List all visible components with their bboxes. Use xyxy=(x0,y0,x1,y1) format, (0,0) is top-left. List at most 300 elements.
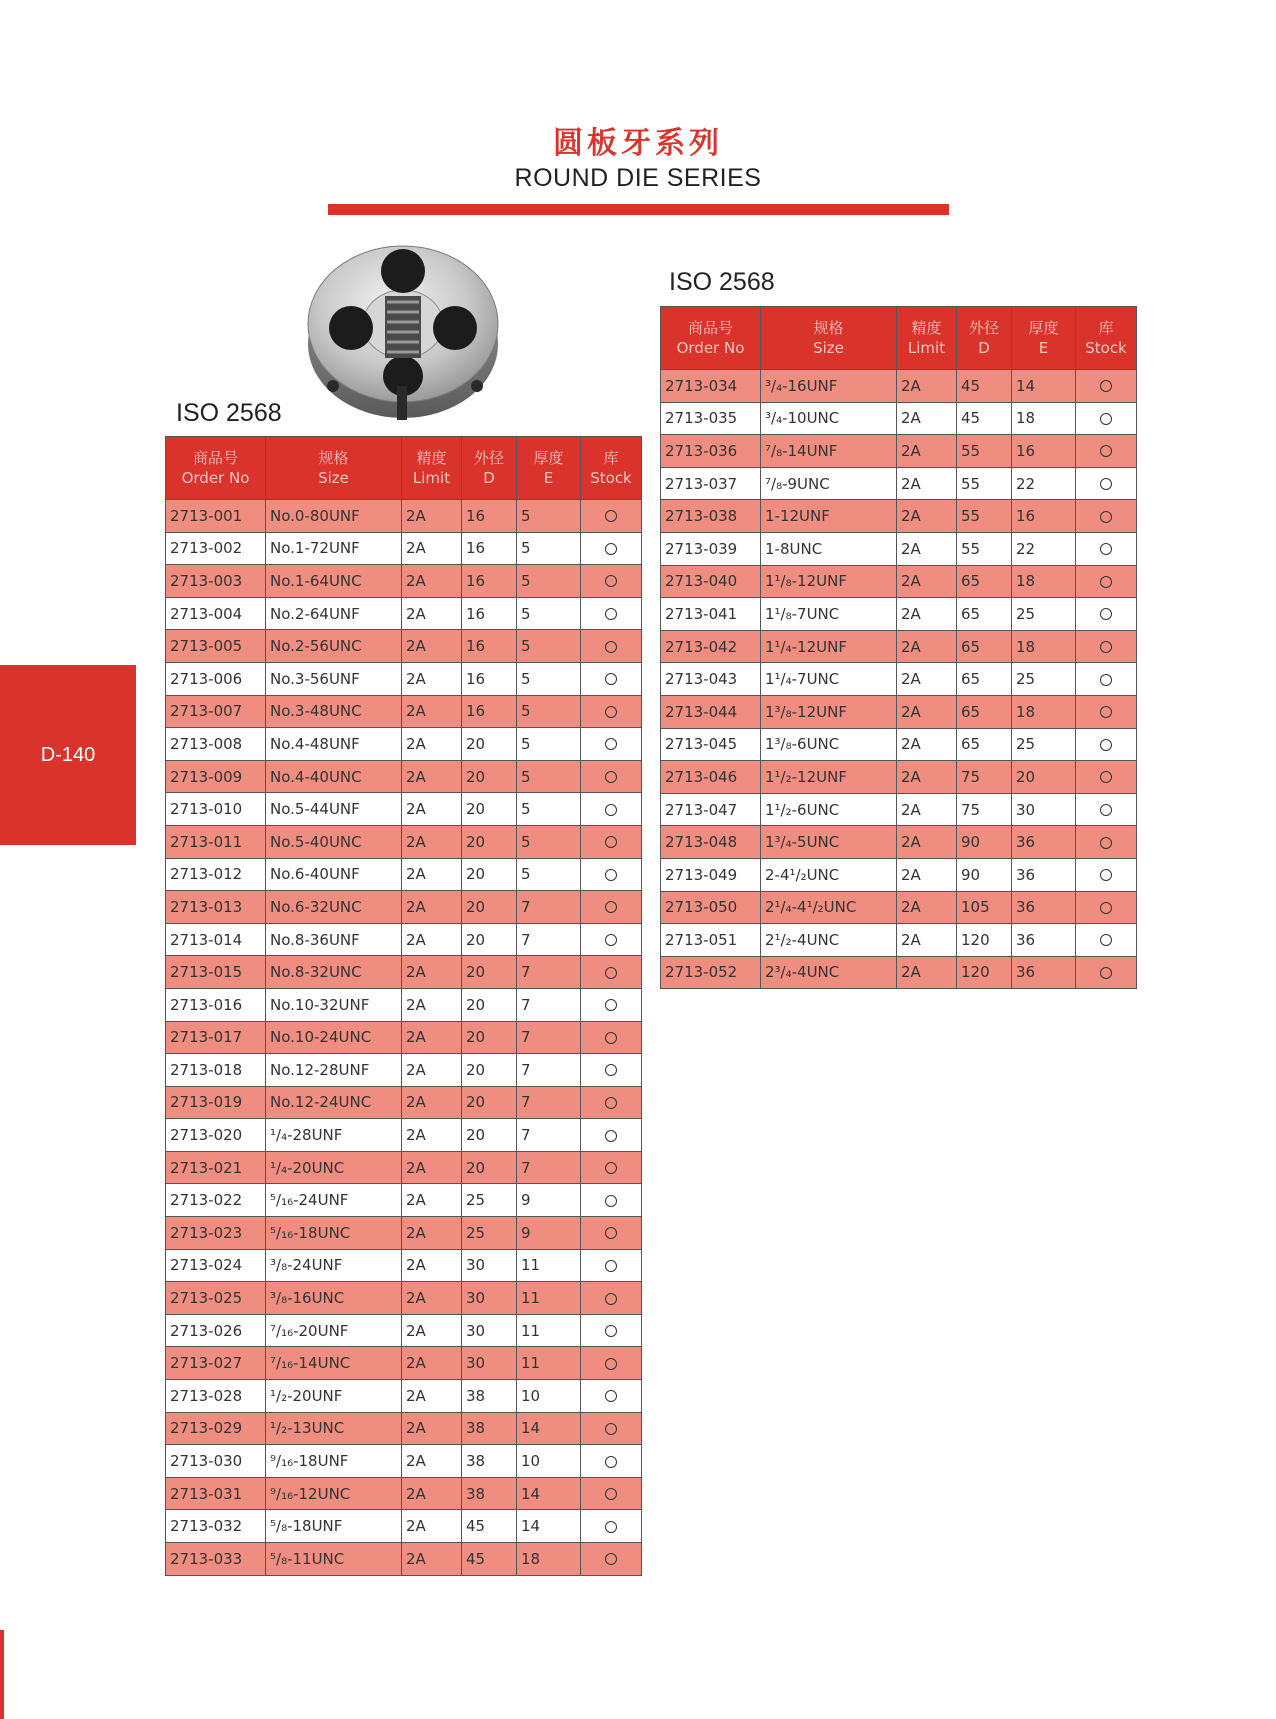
stock-cell xyxy=(581,662,642,695)
order-no-cell: 2713-030 xyxy=(166,1445,266,1478)
thickness-cell: 36 xyxy=(1012,891,1076,924)
order-no-cell: 2713-001 xyxy=(166,500,266,533)
stock-circle-icon xyxy=(1100,771,1112,783)
column-header xyxy=(761,307,897,370)
size-cell: No.0-80UNF xyxy=(266,500,402,533)
size-cell: No.5-40UNC xyxy=(266,825,402,858)
table-row xyxy=(166,1021,642,1054)
size-cell: 2-4¹/₂UNC xyxy=(761,858,897,891)
column-header xyxy=(957,307,1012,370)
stock-cell xyxy=(581,1380,642,1413)
stock-circle-icon xyxy=(605,673,617,685)
stock-cell xyxy=(581,858,642,891)
column-header-en: Stock xyxy=(1085,339,1127,357)
stock-cell xyxy=(581,1445,642,1478)
stock-cell xyxy=(581,1217,642,1250)
order-no-cell: 2713-035 xyxy=(661,402,761,435)
diameter-cell: 38 xyxy=(462,1412,517,1445)
diameter-cell: 20 xyxy=(462,825,517,858)
thickness-cell: 5 xyxy=(517,662,581,695)
stock-cell xyxy=(581,1347,642,1380)
diameter-cell: 45 xyxy=(957,370,1012,403)
limit-cell: 2A xyxy=(402,1380,462,1413)
stock-cell xyxy=(581,1249,642,1282)
diameter-cell: 16 xyxy=(462,695,517,728)
thickness-cell: 7 xyxy=(517,923,581,956)
spec-table-header xyxy=(661,307,1137,370)
table-row xyxy=(166,662,642,695)
stock-circle-icon xyxy=(605,1488,617,1500)
diameter-cell: 90 xyxy=(957,826,1012,859)
table-row xyxy=(166,1510,642,1543)
diameter-cell: 20 xyxy=(462,1119,517,1152)
size-cell: 2³/₄-4UNC xyxy=(761,956,897,989)
stock-circle-icon xyxy=(1100,869,1112,881)
size-cell: ¹/₄-20UNC xyxy=(266,1151,402,1184)
stock-circle-icon xyxy=(605,1195,617,1207)
title-divider-bar xyxy=(328,204,949,215)
order-no-cell: 2713-026 xyxy=(166,1314,266,1347)
thickness-cell: 16 xyxy=(1012,435,1076,468)
limit-cell: 2A xyxy=(402,565,462,598)
stock-cell xyxy=(581,1184,642,1217)
stock-cell xyxy=(581,630,642,663)
stock-circle-icon xyxy=(1100,478,1112,490)
stock-cell xyxy=(1076,370,1137,403)
column-header-cn: 库 xyxy=(1098,319,1114,337)
thickness-cell: 14 xyxy=(517,1477,581,1510)
order-no-cell: 2713-017 xyxy=(166,1021,266,1054)
size-cell: No.8-32UNC xyxy=(266,956,402,989)
size-cell: ⁵/₈-18UNF xyxy=(266,1510,402,1543)
limit-cell: 2A xyxy=(897,793,957,826)
thickness-cell: 25 xyxy=(1012,598,1076,631)
thickness-cell: 10 xyxy=(517,1380,581,1413)
diameter-cell: 75 xyxy=(957,793,1012,826)
order-no-cell: 2713-042 xyxy=(661,630,761,663)
column-header-cn: 商品号 xyxy=(192,449,238,467)
table-row xyxy=(166,1314,642,1347)
stock-circle-icon xyxy=(605,1130,617,1142)
size-cell: 1-8UNC xyxy=(761,532,897,565)
stock-circle-icon xyxy=(605,999,617,1011)
thickness-cell: 22 xyxy=(1012,532,1076,565)
diameter-cell: 65 xyxy=(957,728,1012,761)
stock-circle-icon xyxy=(1100,445,1112,457)
stock-circle-icon xyxy=(605,869,617,881)
stock-circle-icon xyxy=(1100,511,1112,523)
column-header-cn: 精度 xyxy=(911,319,942,337)
stock-circle-icon xyxy=(605,1227,617,1239)
diameter-cell: 45 xyxy=(462,1510,517,1543)
stock-circle-icon xyxy=(1100,608,1112,620)
size-cell: ⁷/₈-9UNC xyxy=(761,467,897,500)
limit-cell: 2A xyxy=(897,402,957,435)
order-no-cell: 2713-031 xyxy=(166,1477,266,1510)
size-cell: No.8-36UNF xyxy=(266,923,402,956)
thickness-cell: 16 xyxy=(1012,500,1076,533)
limit-cell: 2A xyxy=(402,597,462,630)
table-row xyxy=(661,891,1137,924)
order-no-cell: 2713-006 xyxy=(166,662,266,695)
diameter-cell: 16 xyxy=(462,662,517,695)
stock-circle-icon xyxy=(605,575,617,587)
stock-cell xyxy=(581,695,642,728)
table-row xyxy=(166,565,642,598)
order-no-cell: 2713-002 xyxy=(166,532,266,565)
column-header-cn: 规格 xyxy=(318,449,349,467)
thickness-cell: 7 xyxy=(517,1054,581,1087)
thickness-cell: 11 xyxy=(517,1249,581,1282)
limit-cell: 2A xyxy=(402,500,462,533)
table-row xyxy=(166,923,642,956)
limit-cell: 2A xyxy=(402,825,462,858)
stock-circle-icon xyxy=(605,608,617,620)
stock-cell xyxy=(581,1412,642,1445)
thickness-cell: 5 xyxy=(517,565,581,598)
stock-circle-icon xyxy=(1100,674,1112,686)
table-row xyxy=(166,1151,642,1184)
stock-circle-icon xyxy=(1100,576,1112,588)
thickness-cell: 18 xyxy=(1012,695,1076,728)
table-row xyxy=(166,630,642,663)
thickness-cell: 7 xyxy=(517,1151,581,1184)
order-no-cell: 2713-050 xyxy=(661,891,761,924)
size-cell: ⁹/₁₆-18UNF xyxy=(266,1445,402,1478)
limit-cell: 2A xyxy=(897,467,957,500)
limit-cell: 2A xyxy=(402,662,462,695)
column-header-en: Order No xyxy=(676,339,745,357)
spec-table-body xyxy=(166,500,642,1576)
stock-cell xyxy=(1076,467,1137,500)
diameter-cell: 16 xyxy=(462,565,517,598)
limit-cell: 2A xyxy=(897,728,957,761)
diameter-cell: 20 xyxy=(462,760,517,793)
stock-circle-icon xyxy=(605,1162,617,1174)
diameter-cell: 20 xyxy=(462,988,517,1021)
thickness-cell: 7 xyxy=(517,1021,581,1054)
thickness-cell: 7 xyxy=(517,956,581,989)
stock-cell xyxy=(1076,924,1137,957)
spec-table-left xyxy=(165,436,642,1576)
size-cell: 1³/₈-12UNF xyxy=(761,695,897,728)
column-header-en: Stock xyxy=(590,469,632,487)
order-no-cell: 2713-032 xyxy=(166,1510,266,1543)
stock-circle-icon xyxy=(1100,967,1112,979)
diameter-cell: 45 xyxy=(957,402,1012,435)
limit-cell: 2A xyxy=(402,760,462,793)
order-no-cell: 2713-051 xyxy=(661,924,761,957)
limit-cell: 2A xyxy=(897,565,957,598)
thickness-cell: 18 xyxy=(1012,565,1076,598)
diameter-cell: 45 xyxy=(462,1543,517,1576)
stock-cell xyxy=(581,1314,642,1347)
stock-circle-icon xyxy=(605,1358,617,1370)
stock-cell xyxy=(581,1054,642,1087)
size-cell: 1¹/₈-12UNF xyxy=(761,565,897,598)
size-cell: ³/₈-16UNC xyxy=(266,1282,402,1315)
limit-cell: 2A xyxy=(402,858,462,891)
thickness-cell: 36 xyxy=(1012,956,1076,989)
size-cell: ⁷/₁₆-20UNF xyxy=(266,1314,402,1347)
column-header xyxy=(517,437,581,500)
stock-cell xyxy=(1076,630,1137,663)
size-cell: No.2-64UNF xyxy=(266,597,402,630)
column-header-cn: 精度 xyxy=(416,449,447,467)
table-row xyxy=(166,825,642,858)
thickness-cell: 14 xyxy=(517,1510,581,1543)
table-row xyxy=(166,891,642,924)
stock-cell xyxy=(581,1477,642,1510)
table-row xyxy=(166,760,642,793)
diameter-cell: 20 xyxy=(462,793,517,826)
spec-table-body xyxy=(661,370,1137,989)
stock-cell xyxy=(1076,956,1137,989)
table-row xyxy=(661,598,1137,631)
diameter-cell: 65 xyxy=(957,630,1012,663)
thickness-cell: 5 xyxy=(517,597,581,630)
limit-cell: 2A xyxy=(897,826,957,859)
stock-circle-icon xyxy=(605,1456,617,1468)
order-no-cell: 2713-021 xyxy=(166,1151,266,1184)
stock-circle-icon xyxy=(605,901,617,913)
table-row xyxy=(166,988,642,1021)
limit-cell: 2A xyxy=(402,1282,462,1315)
column-header-cn: 厚度 xyxy=(1028,319,1059,337)
stock-circle-icon xyxy=(605,510,617,522)
stock-circle-icon xyxy=(605,771,617,783)
stock-circle-icon xyxy=(605,1032,617,1044)
stock-cell xyxy=(581,1086,642,1119)
table-row xyxy=(661,370,1137,403)
thickness-cell: 25 xyxy=(1012,663,1076,696)
column-header-cn: 库 xyxy=(603,449,619,467)
limit-cell: 2A xyxy=(402,1510,462,1543)
size-cell: No.1-72UNF xyxy=(266,532,402,565)
diameter-cell: 25 xyxy=(462,1184,517,1217)
limit-cell: 2A xyxy=(402,1151,462,1184)
diameter-cell: 30 xyxy=(462,1282,517,1315)
stock-circle-icon xyxy=(605,706,617,718)
diameter-cell: 16 xyxy=(462,597,517,630)
thickness-cell: 9 xyxy=(517,1217,581,1250)
column-header xyxy=(266,437,402,500)
thickness-cell: 14 xyxy=(517,1412,581,1445)
limit-cell: 2A xyxy=(402,1021,462,1054)
size-cell: ³/₈-24UNF xyxy=(266,1249,402,1282)
stock-cell xyxy=(1076,402,1137,435)
size-cell: No.4-40UNC xyxy=(266,760,402,793)
order-no-cell: 2713-038 xyxy=(661,500,761,533)
size-cell: No.2-56UNC xyxy=(266,630,402,663)
thickness-cell: 5 xyxy=(517,500,581,533)
size-cell: ⁵/₁₆-18UNC xyxy=(266,1217,402,1250)
thickness-cell: 20 xyxy=(1012,761,1076,794)
diameter-cell: 16 xyxy=(462,500,517,533)
stock-circle-icon xyxy=(605,804,617,816)
stock-cell xyxy=(1076,761,1137,794)
order-no-cell: 2713-045 xyxy=(661,728,761,761)
size-cell: ⁷/₁₆-14UNC xyxy=(266,1347,402,1380)
limit-cell: 2A xyxy=(402,630,462,663)
diameter-cell: 30 xyxy=(462,1314,517,1347)
table-row xyxy=(166,695,642,728)
limit-cell: 2A xyxy=(402,1412,462,1445)
table-row xyxy=(166,1217,642,1250)
thickness-cell: 5 xyxy=(517,695,581,728)
order-no-cell: 2713-023 xyxy=(166,1217,266,1250)
thickness-cell: 7 xyxy=(517,1086,581,1119)
column-header xyxy=(462,437,517,500)
diameter-cell: 20 xyxy=(462,1021,517,1054)
diameter-cell: 38 xyxy=(462,1445,517,1478)
order-no-cell: 2713-029 xyxy=(166,1412,266,1445)
table-row xyxy=(166,793,642,826)
size-cell: No.3-48UNC xyxy=(266,695,402,728)
stock-cell xyxy=(581,1151,642,1184)
stock-cell xyxy=(581,891,642,924)
limit-cell: 2A xyxy=(402,1054,462,1087)
thickness-cell: 22 xyxy=(1012,467,1076,500)
edge-accent-line xyxy=(0,1630,4,1719)
thickness-cell: 9 xyxy=(517,1184,581,1217)
size-cell: ⁹/₁₆-12UNC xyxy=(266,1477,402,1510)
order-no-cell: 2713-005 xyxy=(166,630,266,663)
size-cell: No.12-28UNF xyxy=(266,1054,402,1087)
limit-cell: 2A xyxy=(402,1119,462,1152)
thickness-cell: 18 xyxy=(1012,402,1076,435)
stock-cell xyxy=(581,565,642,598)
diameter-cell: 20 xyxy=(462,1086,517,1119)
stock-cell xyxy=(581,1021,642,1054)
size-cell: ¹/₂-20UNF xyxy=(266,1380,402,1413)
stock-circle-icon xyxy=(605,543,617,555)
table-row xyxy=(661,500,1137,533)
table-row xyxy=(661,761,1137,794)
column-header-en: Limit xyxy=(412,469,451,487)
stock-circle-icon xyxy=(605,1553,617,1565)
limit-cell: 2A xyxy=(897,695,957,728)
column-header-cn: 规格 xyxy=(813,319,844,337)
table-row xyxy=(166,956,642,989)
thickness-cell: 5 xyxy=(517,858,581,891)
diameter-cell: 20 xyxy=(462,1151,517,1184)
stock-cell xyxy=(581,500,642,533)
diameter-cell: 55 xyxy=(957,467,1012,500)
column-header-cn: 商品号 xyxy=(687,319,733,337)
order-no-cell: 2713-011 xyxy=(166,825,266,858)
order-no-cell: 2713-013 xyxy=(166,891,266,924)
diameter-cell: 38 xyxy=(462,1477,517,1510)
diameter-cell: 55 xyxy=(957,500,1012,533)
stock-cell xyxy=(1076,532,1137,565)
column-header-cn: 外径 xyxy=(473,449,504,467)
stock-cell xyxy=(1076,858,1137,891)
size-cell: No.6-40UNF xyxy=(266,858,402,891)
diameter-cell: 16 xyxy=(462,532,517,565)
diameter-cell: 30 xyxy=(462,1347,517,1380)
column-header xyxy=(897,307,957,370)
stock-cell xyxy=(581,825,642,858)
limit-cell: 2A xyxy=(897,500,957,533)
stock-circle-icon xyxy=(1100,837,1112,849)
stock-circle-icon xyxy=(605,1097,617,1109)
stock-circle-icon xyxy=(605,1260,617,1272)
size-cell: 1¹/₂-6UNC xyxy=(761,793,897,826)
stock-circle-icon xyxy=(605,1064,617,1076)
size-cell: ⁷/₈-14UNF xyxy=(761,435,897,468)
order-no-cell: 2713-012 xyxy=(166,858,266,891)
left-table-standard-label: ISO 2568 xyxy=(176,399,282,427)
limit-cell: 2A xyxy=(402,956,462,989)
stock-cell xyxy=(1076,435,1137,468)
column-header-en: Size xyxy=(813,339,844,357)
stock-cell xyxy=(1076,695,1137,728)
thickness-cell: 7 xyxy=(517,891,581,924)
stock-cell xyxy=(1076,565,1137,598)
limit-cell: 2A xyxy=(897,663,957,696)
thickness-cell: 10 xyxy=(517,1445,581,1478)
thickness-cell: 14 xyxy=(1012,370,1076,403)
table-row xyxy=(166,1184,642,1217)
order-no-cell: 2713-047 xyxy=(661,793,761,826)
table-row xyxy=(166,1282,642,1315)
order-no-cell: 2713-043 xyxy=(661,663,761,696)
size-cell: ³/₄-10UNC xyxy=(761,402,897,435)
right-table-standard-label: ISO 2568 xyxy=(669,268,775,296)
page-title-en: ROUND DIE SERIES xyxy=(514,164,762,192)
column-header-en: Order No xyxy=(181,469,250,487)
stock-cell xyxy=(1076,598,1137,631)
size-cell: 1¹/₂-12UNF xyxy=(761,761,897,794)
order-no-cell: 2713-052 xyxy=(661,956,761,989)
limit-cell: 2A xyxy=(897,956,957,989)
size-cell: No.5-44UNF xyxy=(266,793,402,826)
limit-cell: 2A xyxy=(897,435,957,468)
stock-circle-icon xyxy=(1100,804,1112,816)
order-no-cell: 2713-014 xyxy=(166,923,266,956)
table-row xyxy=(166,1445,642,1478)
diameter-cell: 105 xyxy=(957,891,1012,924)
stock-cell xyxy=(1076,891,1137,924)
stock-circle-icon xyxy=(1100,380,1112,392)
table-row xyxy=(661,532,1137,565)
order-no-cell: 2713-004 xyxy=(166,597,266,630)
table-row xyxy=(661,728,1137,761)
table-row xyxy=(661,663,1137,696)
order-no-cell: 2713-016 xyxy=(166,988,266,1021)
table-row xyxy=(166,1477,642,1510)
order-no-cell: 2713-044 xyxy=(661,695,761,728)
order-no-cell: 2713-010 xyxy=(166,793,266,826)
stock-cell xyxy=(1076,663,1137,696)
thickness-cell: 25 xyxy=(1012,728,1076,761)
order-no-cell: 2713-008 xyxy=(166,728,266,761)
column-header-en: D xyxy=(978,339,990,357)
order-no-cell: 2713-046 xyxy=(661,761,761,794)
order-no-cell: 2713-020 xyxy=(166,1119,266,1152)
stock-cell xyxy=(581,956,642,989)
order-no-cell: 2713-015 xyxy=(166,956,266,989)
size-cell: 1³/₄-5UNC xyxy=(761,826,897,859)
stock-circle-icon xyxy=(605,1293,617,1305)
stock-cell xyxy=(581,532,642,565)
limit-cell: 2A xyxy=(402,728,462,761)
stock-circle-icon xyxy=(1100,543,1112,555)
table-row xyxy=(661,956,1137,989)
stock-circle-icon xyxy=(1100,641,1112,653)
column-header xyxy=(581,437,642,500)
